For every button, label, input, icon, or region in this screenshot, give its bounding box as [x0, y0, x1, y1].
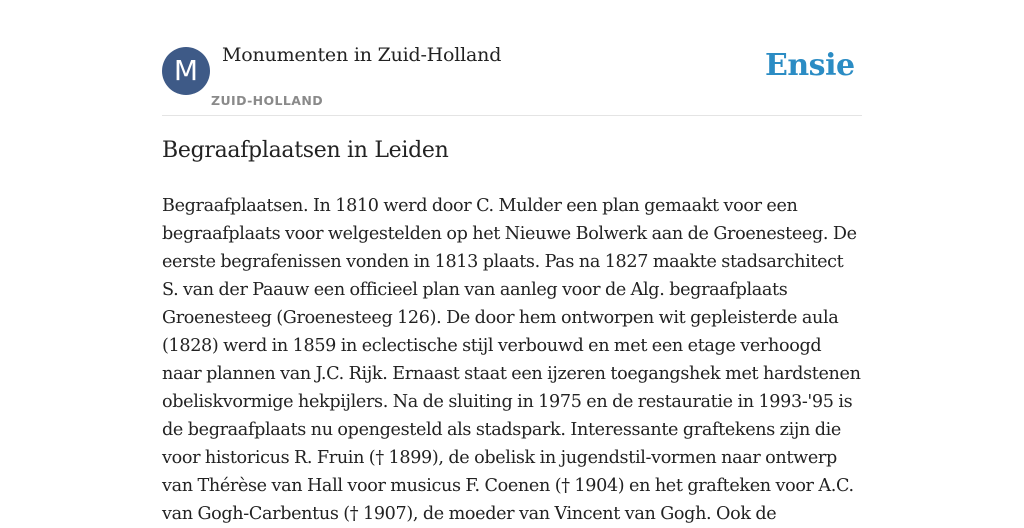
divider [162, 115, 862, 116]
article-body: Begraafplaatsen. In 1810 werd door C. Mulder een plan gemaakt voor een begraafplaats voor welgestelden op het Nieuwe Bolwerk aan de Groenesteeg. De eerste begrafenissen vonden in 1813 plaats. Pas na 1827 maakte stadsarchitect S. van der Paauw een officieel plan van aanleg voor de Alg. begraafplaats Groenesteeg (Groenesteeg 126). De door hem ontworpen wit gepleisterde aula (1828) werd in 1859 in eclectische stijl verbouwd en met een etage verhoogd naar plannen van J.C. Rijk. Ernaast staat een ijzeren toegangshek met hardstenen obeliskvormige hekpijlers. Na de sluiting in 1975 en de restauratie in 1993-'95 is de begraafplaats nu opengesteld als stadspark. Interessante graftekens zijn die voor historicus R. Fruin († 1899), de obelisk in jugendstil-vormen naar ontwerp van Thérèse van Hall voor musicus F. Coenen († 1904) en het grafteken voor A.C. van Gogh-Carbentus († 1907), de moeder van Vincent van Gogh. Ook de [162, 196, 861, 524]
brand-logo[interactable]: Ensie [765, 48, 855, 83]
site-title[interactable]: Monumenten in Zuid-Holland [222, 44, 502, 66]
category-label[interactable]: ZUID-HOLLAND [211, 93, 323, 108]
avatar[interactable]: M [162, 47, 210, 95]
article-title: Begraafplaatsen in Leiden [162, 138, 449, 163]
